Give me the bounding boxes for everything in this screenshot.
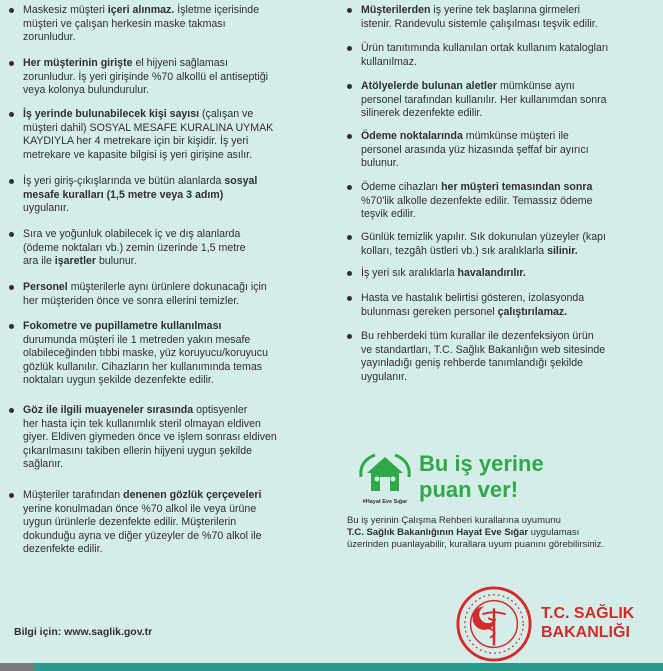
text-segment: Göz ile ilgili muayeneler sırasında (23, 404, 194, 416)
text-segment: silinir. (547, 244, 578, 257)
text-line (361, 330, 605, 344)
guideline-item (347, 130, 589, 171)
text-line (361, 4, 598, 18)
text-segment: mümkünse aynı (497, 80, 575, 92)
guideline-item (347, 4, 598, 31)
promo-title-line1: Bu iş yerine (419, 451, 544, 476)
text-segment: bulunması gereken personel (361, 305, 498, 318)
bullet-icon (347, 334, 352, 339)
text-line (23, 122, 273, 136)
text-segment: ve standartları, T.C. Sağlık Bakanlığın web sitesinde (361, 343, 606, 356)
text-segment: kullanılmaz. (361, 55, 417, 68)
guideline-item (9, 404, 277, 472)
bottom-bar-teal (34, 663, 663, 671)
text-segment: Ödeme noktalarında (361, 130, 463, 142)
guideline-item (9, 320, 268, 388)
text-segment: olabileceğinden tıbbi maske, yüz koruyucu/koruyucu (23, 347, 268, 360)
bullet-icon (347, 271, 352, 276)
text-segment: gözlük kullanılır. Cihazların her kullanımında temas (23, 360, 263, 373)
text-line (361, 107, 607, 121)
text-segment: her müşteri temasından sonra (441, 181, 593, 193)
text-segment: Günlük temizlik yapılır. Sık dokunulan yüzeyler (kapı (361, 231, 606, 243)
bottom-bar-gray (0, 663, 34, 671)
text-line (23, 543, 262, 557)
bullet-icon (347, 46, 352, 51)
text-line (361, 144, 589, 158)
text-line (361, 42, 608, 56)
text-segment: personel tarafından kullanılır. Her kullanımdan sonra (361, 93, 607, 106)
text-segment: içeri alınmaz. (107, 4, 175, 16)
bullet-icon (9, 285, 14, 290)
text-segment: uygulaması (528, 527, 580, 538)
info-line: Bilgi için: www.saglik.gov.tr (14, 626, 153, 638)
text-line (23, 84, 268, 98)
text-line (361, 94, 607, 108)
bullet-icon (9, 61, 14, 66)
text-line (23, 445, 277, 459)
guideline-item (347, 330, 605, 384)
text-segment: %70'lik alkolle dezenfekte edilir. Temassız ödeme (361, 194, 593, 207)
text-segment: (çalışan ve (199, 108, 254, 120)
text-segment: dezenfekte edilir. (23, 543, 103, 556)
text-line (23, 418, 277, 432)
promo-title-line2: puan ver! (419, 477, 519, 502)
text-line (23, 295, 267, 309)
text-line (23, 4, 259, 18)
bullet-icon (347, 235, 352, 240)
text-line (361, 231, 606, 245)
text-segment: müşterilerle aynı ürünlere dokunacağı için (67, 281, 267, 293)
text-segment: optisyenler (193, 404, 248, 416)
text-line (347, 527, 643, 539)
text-line (23, 431, 277, 445)
text-segment: zorunludur. (23, 31, 76, 44)
bullet-icon (347, 296, 352, 301)
text-segment: giyer. Eldiven giymeden önce ve işlem sonrası eldiven (23, 431, 277, 444)
text-line (23, 281, 267, 295)
text-segment: Bu rehberdeki tüm kurallar ile dezenfeksiyon ürün (361, 330, 594, 342)
guideline-item (347, 292, 584, 319)
text-segment: mümkünse müşteri ile (462, 130, 569, 142)
text-segment: KAYDIYLA her 4 metrekare için bir kişidir. İş yeri (23, 135, 249, 148)
text-segment: havalandırılır. (457, 267, 526, 279)
text-line (361, 267, 526, 281)
ministry-name (541, 604, 634, 642)
text-line (23, 18, 259, 32)
text-line (23, 361, 268, 375)
text-segment: Sıra ve yoğunluk olabilecek iç ve dış alanlarda (23, 228, 241, 240)
text-segment: personel arasında yüz hizasında şeffaf bir ayırıcı (361, 143, 589, 156)
text-segment: işaretler (54, 255, 97, 268)
text-segment: uygulanır. (23, 202, 69, 215)
text-line (23, 347, 268, 361)
text-line (23, 503, 262, 517)
text-line (361, 18, 598, 32)
guideline-item (9, 57, 268, 98)
text-segment: Bu iş yerinin Çalışma Rehberi kurallarına uyumunu (347, 515, 561, 526)
text-segment: Maskesiz müşteri (23, 4, 108, 16)
ministry-line2: BAKANLIĞI (541, 624, 630, 641)
text-line (361, 371, 605, 385)
text-line (361, 292, 584, 306)
text-line (23, 202, 257, 216)
text-segment: yayınladığı geniş rehberde tanımlandığı şekilde (361, 357, 584, 370)
text-segment: uygulanır. (361, 370, 407, 383)
text-segment: uygun ürünlerle dezenfekte edilir. Müşterilerin (23, 516, 237, 529)
text-segment: kolları, tezgâh üstleri vb.) sık aralıklarla (361, 244, 548, 257)
guideline-item (9, 489, 262, 557)
text-line (23, 149, 273, 163)
text-line (347, 539, 643, 551)
text-segment: çalıştırılamaz. (497, 305, 568, 318)
text-line (361, 195, 592, 209)
text-line (361, 245, 606, 259)
text-segment: sosyal (224, 175, 258, 187)
bullet-icon (9, 179, 14, 184)
text-line (361, 208, 592, 222)
promo-title (419, 451, 544, 503)
guideline-item (347, 181, 592, 222)
bullet-icon (347, 84, 352, 89)
text-segment: Ödeme cihazları (361, 181, 442, 193)
text-line (23, 320, 268, 334)
text-line (23, 404, 277, 418)
text-line (361, 306, 584, 320)
text-line (361, 357, 605, 371)
text-segment: ara ile (23, 255, 55, 268)
text-line (23, 31, 259, 45)
logo-caption: #Hayat Eve Sığar (362, 499, 408, 505)
text-segment: metrekare ve kapasite bilgisi iş yeri girişine asılır. (23, 148, 253, 161)
text-segment: bulunur. (361, 157, 399, 170)
text-segment: teşvik edilir. (361, 208, 416, 221)
bullet-icon (347, 8, 352, 13)
text-segment: durumunda müşteri ile 1 metreden yakın mesafe (23, 333, 251, 346)
guideline-item (9, 281, 267, 308)
text-line (23, 135, 273, 149)
text-line (361, 344, 605, 358)
text-segment: Müşterilerden (361, 4, 431, 16)
text-line (23, 175, 257, 189)
text-segment: müşteri dahil) SOSYAL MESAFE KURALINA UYMAK (23, 121, 274, 134)
text-line (23, 530, 262, 544)
text-segment: Her müşterinin girişte (23, 57, 133, 69)
text-line (361, 80, 607, 94)
text-segment: iş yerine tek başlarına girmeleri (430, 4, 581, 16)
ministry-line1: T.C. SAĞLIK (541, 605, 635, 622)
text-segment: zorunludur. İş yeri girişinde %70 alkollü el antiseptiği (23, 70, 268, 83)
text-line (23, 71, 268, 85)
ministry-seal-icon (455, 585, 533, 663)
hayat-eve-sigar-logo-icon (355, 447, 415, 507)
text-segment: Atölyelerde bulunan aletler (361, 80, 497, 92)
bullet-icon (347, 185, 352, 190)
text-line (23, 334, 268, 348)
text-segment: her hasta için tek kullanımlık steril olmayan eldiven (23, 417, 261, 430)
guideline-item (347, 80, 607, 121)
text-line (23, 374, 268, 388)
text-segment: el hijyeni sağlaması (132, 57, 228, 69)
text-segment: Müşteriler tarafından (23, 489, 124, 501)
guideline-item (347, 231, 606, 258)
guideline-item (9, 108, 273, 162)
text-segment: silinerek dezenfekte edilir. (361, 107, 483, 120)
text-line (23, 189, 257, 203)
text-line (361, 56, 608, 70)
text-line (361, 181, 592, 195)
text-line (347, 515, 643, 527)
text-line (23, 458, 277, 472)
text-segment: yerine konulmadan önce %70 alkol ile veya ürüne (23, 502, 257, 515)
text-segment: İş yerinde bulunabilecek kişi sayısı (23, 108, 200, 120)
text-segment: veya kolonya bulundurulur. (23, 84, 150, 97)
guideline-item (347, 42, 608, 69)
bullet-icon (347, 134, 352, 139)
text-segment: Ürün tanıtımında kullanılan ortak kullanım katalogları (361, 42, 609, 54)
text-segment: üzerinden puanlayabilir, kurallara uyum puanını görebilirsiniz. (347, 539, 605, 550)
text-line (23, 516, 262, 530)
text-segment: denenen gözlük çerçeveleri (123, 489, 262, 501)
bullet-icon (9, 493, 14, 498)
text-segment: her müşteriden önce ve sonra ellerini temizler. (23, 294, 240, 307)
text-segment: T.C. Sağlık Bakanlığının Hayat Eve Sığar (347, 527, 529, 538)
bullet-icon (9, 112, 14, 117)
text-line (361, 157, 589, 171)
text-segment: İş yeri giriş-çıkışlarında ve bütün alanlarda (23, 175, 225, 187)
text-segment: bulunur. (96, 255, 137, 268)
text-line (23, 242, 246, 256)
text-segment: İşletme içerisinde (174, 4, 260, 16)
guideline-item (347, 267, 526, 281)
text-line (23, 57, 268, 71)
text-segment: çıkarılmasını takiben ellerin hijyeni uygun şekilde (23, 444, 253, 457)
text-segment: mesafe kuralları (1,5 metre veya 3 adım) (23, 188, 224, 201)
promo-text (347, 515, 643, 551)
text-line (23, 228, 246, 242)
bullet-icon (9, 232, 14, 237)
text-segment: dokunduğu ayna ve diğer yüzeyler de %70 alkol ile (23, 529, 262, 542)
text-segment: Hasta ve hastalık belirtisi gösteren, izolasyonda (361, 292, 585, 304)
text-line (23, 108, 273, 122)
text-segment: müşteri ve çalışan herkesin maske takması (23, 17, 226, 30)
bullet-icon (9, 324, 14, 329)
guideline-item (9, 4, 259, 45)
text-line (361, 130, 589, 144)
text-segment: İş yeri sık aralıklarla (361, 267, 458, 279)
text-segment: Fokometre ve pupillametre kullanılması (23, 320, 222, 332)
guideline-item (9, 228, 246, 269)
guideline-item (9, 175, 257, 216)
bullet-icon (9, 8, 14, 13)
text-line (23, 489, 262, 503)
bullet-icon (9, 408, 14, 413)
text-line (23, 255, 246, 269)
text-segment: Personel (23, 281, 68, 293)
text-segment: noktaları uygun şekilde dezenfekte edilir. (23, 374, 214, 387)
text-segment: istenir. Randevulu sistemle çalışılması teşvik edilir. (361, 17, 598, 30)
text-segment: sağlanır. (23, 458, 64, 471)
text-segment: (ödeme noktaları vb.) zemin üzerinde 1,5 metre (23, 241, 246, 254)
